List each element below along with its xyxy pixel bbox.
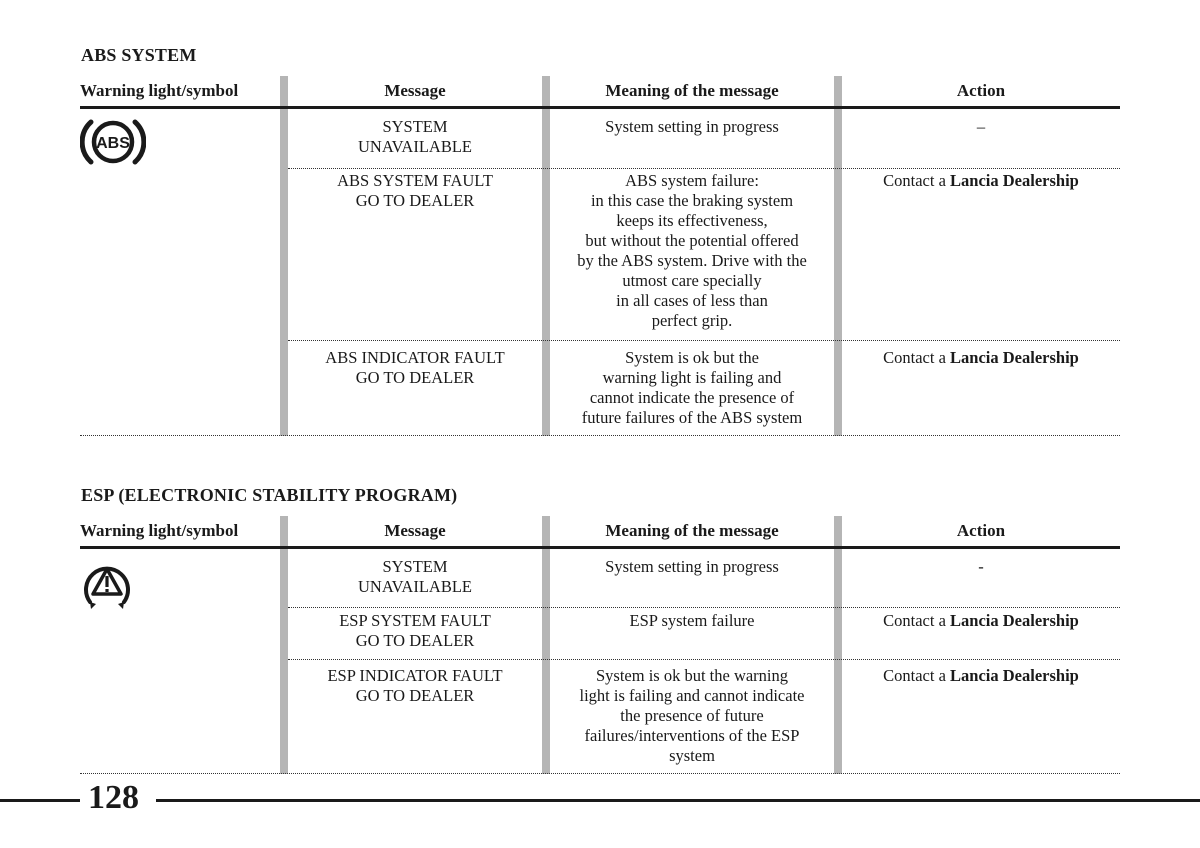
action-text: - [978,557,984,576]
abs-header-message: Message [384,81,446,100]
abs-header-meaning: Meaning of the message [605,81,779,100]
esp-row1-action [842,557,1120,577]
abs-table [80,76,1120,438]
dealer-name: Lancia Dealership [950,348,1079,367]
row-divider [288,607,1120,608]
column-divider [280,516,288,774]
abs-row2-message: ABS SYSTEM FAULT GO TO DEALER [337,171,493,210]
esp-row1-meaning: System setting in progress [605,557,779,576]
esp-header-symbol: Warning light/symbol [80,521,239,540]
page-number: 128 [88,779,139,816]
action-text: Contact a [883,666,951,685]
column-divider [834,76,842,436]
esp-header-action: Action [956,521,1006,540]
abs-icon-text: ABS [96,135,130,152]
row-divider [288,659,1120,660]
esp-row1-message: SYSTEM UNAVAILABLE [358,557,472,596]
abs-warning-icon [80,116,146,173]
esp-section-title: ESP (ELECTRONIC STABILITY PROGRAM) [81,485,458,505]
column-divider [542,516,550,774]
dealer-name: Lancia Dealership [950,666,1079,685]
action-text: Contact a [883,611,951,630]
action-text: Contact a [883,171,951,190]
abs-row2-action [842,171,1120,191]
table-bottom-divider [80,435,1120,436]
abs-row2-meaning: ABS system failure: in this case the braking system keeps its effectiveness, but without the potential offered by the ABS system. Drive with the utmost care specially in all cases of less than perfect grip. [577,171,807,330]
esp-row3-action [842,666,1120,686]
abs-row1-meaning: System setting in progress [605,117,779,136]
header-rule [80,106,1120,109]
row-divider [288,168,1120,169]
esp-row2-action [842,611,1120,631]
esp-table [80,516,1120,778]
action-text: Contact a [883,348,951,367]
footer-rule-left [0,799,80,802]
esp-warning-triangle-icon [80,558,134,617]
esp-row3-message: ESP INDICATOR FAULT GO TO DEALER [327,666,503,705]
esp-row2-meaning: ESP system failure [629,611,755,630]
dealer-name: Lancia Dealership [950,611,1079,630]
abs-row1-action [842,117,1120,137]
abs-row3-message: ABS INDICATOR FAULT GO TO DEALER [325,348,505,387]
column-divider [280,76,288,436]
abs-row1-message: SYSTEM UNAVAILABLE [358,117,472,156]
column-divider [542,76,550,436]
abs-row3-action [842,348,1120,368]
esp-row3-meaning: System is ok but the warning light is failing and cannot indicate the presence of future failures/interventions of the ESP system [579,666,805,765]
abs-header-action: Action [956,81,1006,100]
abs-header-symbol: Warning light/symbol [80,81,239,100]
action-text: – [976,117,986,136]
abs-row3-meaning: System is ok but the warning light is failing and cannot indicate the presence of future failures of the ABS system [581,348,803,427]
footer-rule-right [156,799,1200,802]
header-rule [80,546,1120,549]
column-divider [834,516,842,774]
esp-row2-message: ESP SYSTEM FAULT GO TO DEALER [339,611,491,650]
dealer-name: Lancia Dealership [950,171,1079,190]
table-bottom-divider [80,773,1120,774]
esp-header-message: Message [384,521,446,540]
esp-header-meaning: Meaning of the message [605,521,779,540]
row-divider [288,340,1120,341]
abs-section-title: ABS SYSTEM [81,45,197,65]
